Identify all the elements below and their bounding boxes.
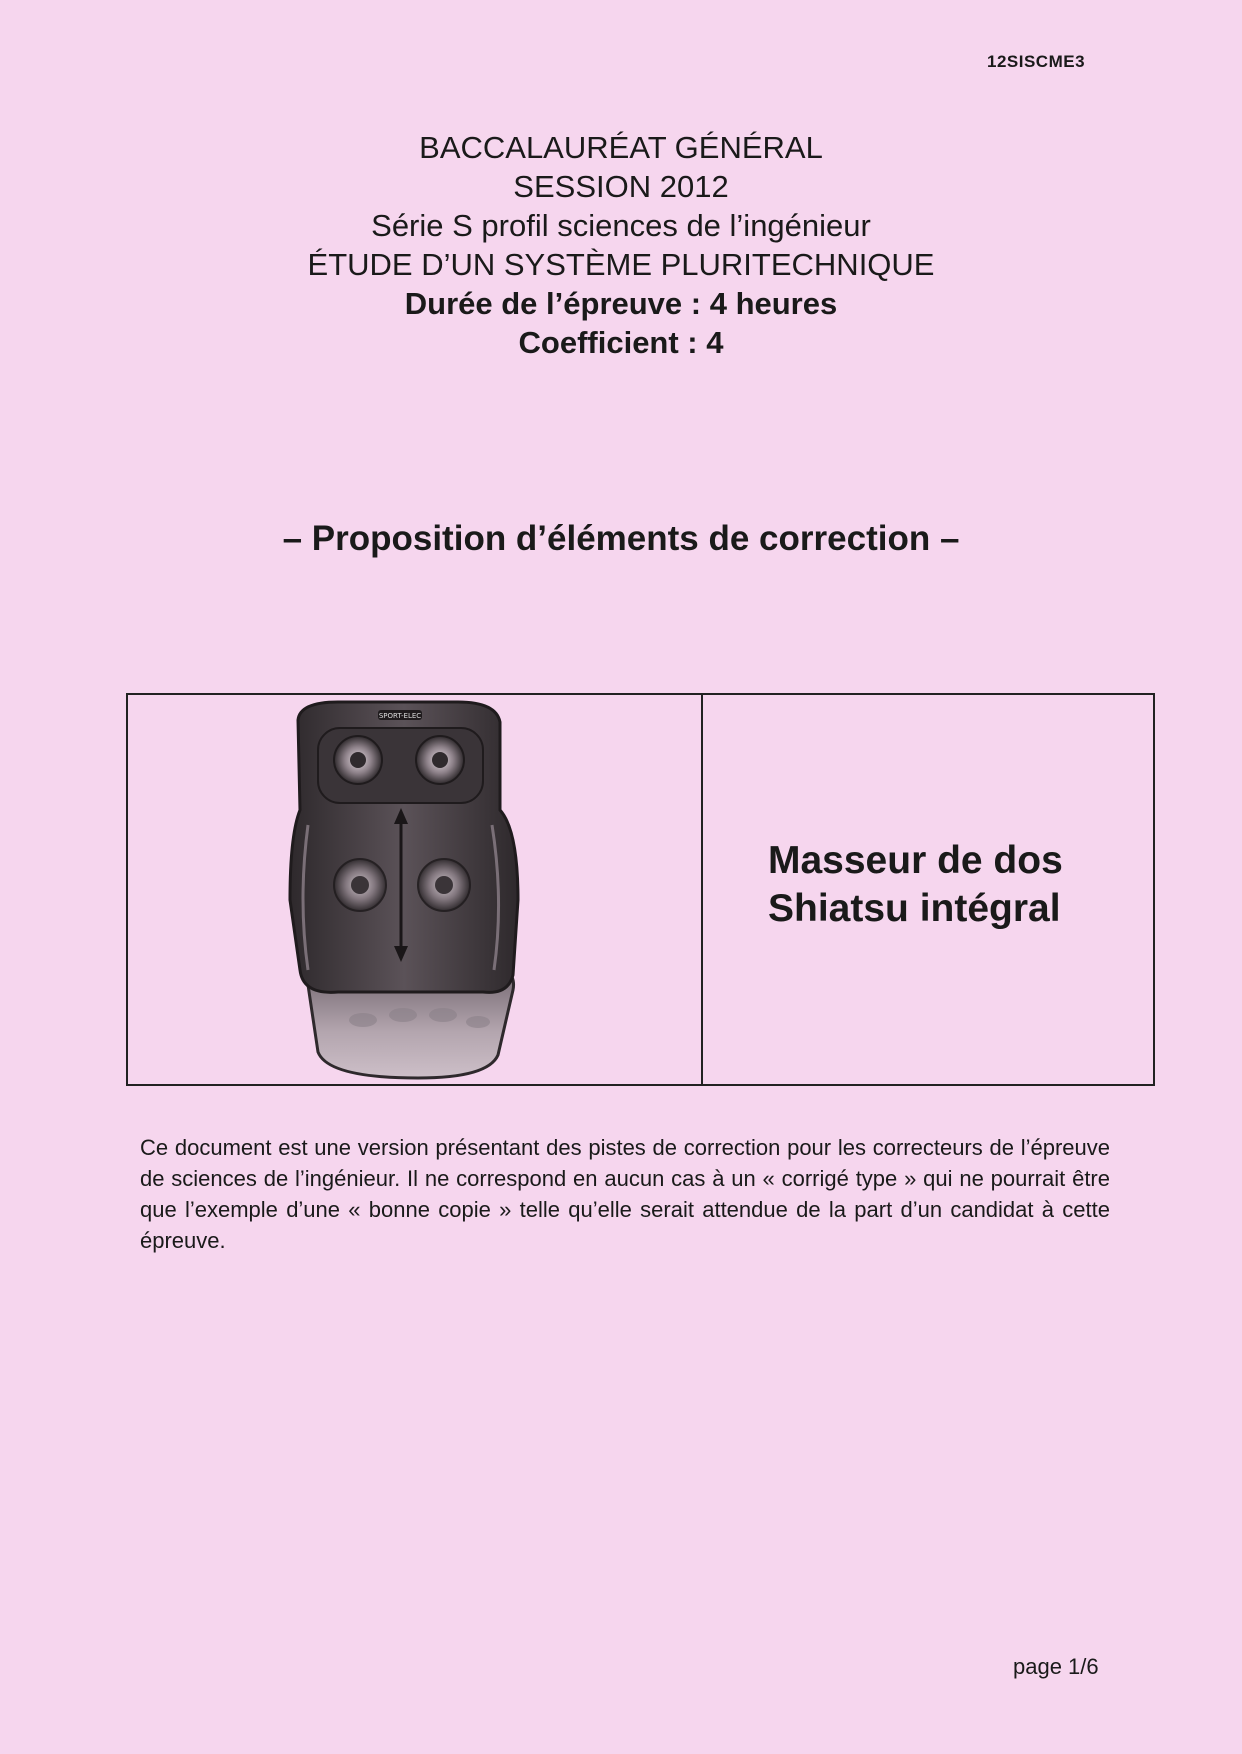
product-name <box>768 837 1063 933</box>
page-number: page 1/6 <box>1013 1654 1099 1679</box>
figure-caption-cell <box>703 695 1153 1084</box>
title-serie: Série S profil sciences de l’ingénieur <box>371 208 871 243</box>
disclaimer-note: Ce document est une version présentant des pistes de correction pour les correcteurs de l’épreuve de sciences de l’ingénieur. Il ne correspond en aucun cas à un « corrigé type » qui ne pourrait être que l’exemple d’une « bonne copie » telle qu’elle serait attendue de la part d’un candidat à cette épreuve. <box>140 1135 1110 1253</box>
title-etude: ÉTUDE D’UN SYSTÈME PLURITECHNIQUE <box>307 247 935 282</box>
title-duree: Durée de l’épreuve : 4 heures <box>404 286 838 321</box>
document-subtitle: – Proposition d’éléments de correction – <box>282 519 960 558</box>
title-session: SESSION 2012 <box>513 169 729 204</box>
product-name-line1: Masseur de dos <box>768 839 1063 882</box>
title-coefficient: Coefficient : 4 <box>518 325 724 360</box>
figure-image-cell <box>128 695 703 1084</box>
title-baccalaureat: BACCALAURÉAT GÉNÉRAL <box>419 130 823 165</box>
title-block <box>0 128 1242 362</box>
figure-table <box>126 693 1155 1086</box>
chair-brand-label: SPORT-ELEC <box>378 712 422 720</box>
massage-chair-image <box>268 700 558 1080</box>
product-name-line2: Shiatsu intégral <box>768 887 1061 930</box>
document-code: 12SISCME3 <box>987 52 1086 71</box>
